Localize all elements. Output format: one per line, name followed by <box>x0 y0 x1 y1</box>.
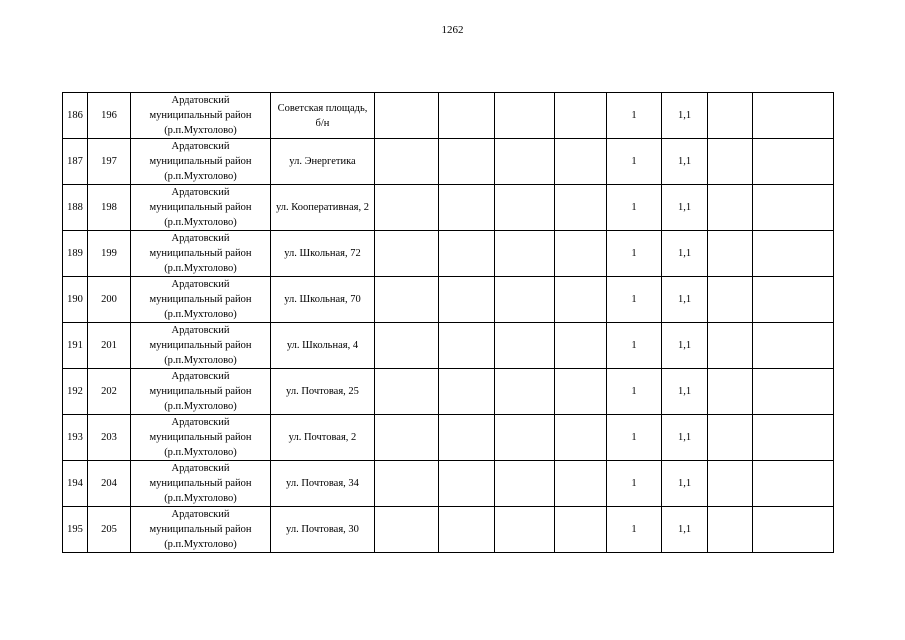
table-row <box>63 415 834 461</box>
district-cell <box>131 415 271 461</box>
empty-cell <box>555 139 607 185</box>
page-number: 1262 <box>441 24 464 36</box>
row-number-cell: 190 <box>63 277 88 323</box>
address-cell: ул. Школьная, 4 <box>271 323 375 369</box>
value-cell: 1,1 <box>662 369 708 415</box>
district-cell <box>131 277 271 323</box>
value-cell: 1,1 <box>662 139 708 185</box>
district-line: (р.п.Мухтолово) <box>164 171 237 182</box>
table-row <box>63 461 834 507</box>
empty-cell <box>495 185 555 231</box>
value-cell: 1,1 <box>662 93 708 139</box>
district-line: (р.п.Мухтолово) <box>164 355 237 366</box>
empty-cell <box>708 231 753 277</box>
empty-cell <box>495 507 555 553</box>
empty-cell <box>375 507 439 553</box>
empty-cell <box>753 507 834 553</box>
table-row <box>63 369 834 415</box>
empty-cell <box>708 277 753 323</box>
empty-cell <box>375 323 439 369</box>
row-id-cell: 205 <box>88 507 131 553</box>
empty-cell <box>375 415 439 461</box>
empty-cell <box>708 507 753 553</box>
empty-cell <box>495 277 555 323</box>
row-number-cell: 194 <box>63 461 88 507</box>
district-line: муниципальный район <box>149 202 252 213</box>
address-cell: ул. Почтовая, 34 <box>271 461 375 507</box>
empty-cell <box>708 415 753 461</box>
district-line: (р.п.Мухтолово) <box>164 263 237 274</box>
quantity-cell: 1 <box>607 93 662 139</box>
district-line: Ардатовский <box>171 95 230 106</box>
empty-cell <box>375 139 439 185</box>
empty-cell <box>753 231 834 277</box>
row-number-cell: 192 <box>63 369 88 415</box>
district-cell <box>131 461 271 507</box>
empty-cell <box>708 93 753 139</box>
quantity-cell: 1 <box>607 277 662 323</box>
empty-cell <box>753 323 834 369</box>
district-line: Ардатовский <box>171 325 230 336</box>
empty-cell <box>753 461 834 507</box>
district-line: муниципальный район <box>149 340 252 351</box>
address-cell: ул. Кооперативная, 2 <box>271 185 375 231</box>
row-id-cell: 200 <box>88 277 131 323</box>
district-line: муниципальный район <box>149 478 252 489</box>
empty-cell <box>439 139 495 185</box>
district-line: муниципальный район <box>149 432 252 443</box>
value-cell: 1,1 <box>662 461 708 507</box>
row-number-cell: 191 <box>63 323 88 369</box>
address-cell: ул. Энергетика <box>271 139 375 185</box>
quantity-cell: 1 <box>607 139 662 185</box>
empty-cell <box>555 185 607 231</box>
row-number-cell: 193 <box>63 415 88 461</box>
empty-cell <box>495 139 555 185</box>
row-id-cell: 202 <box>88 369 131 415</box>
address-cell: ул. Почтовая, 2 <box>271 415 375 461</box>
district-cell <box>131 323 271 369</box>
district-cell <box>131 369 271 415</box>
district-line: (р.п.Мухтолово) <box>164 493 237 504</box>
table-row <box>63 277 834 323</box>
empty-cell <box>439 415 495 461</box>
district-cell <box>131 93 271 139</box>
row-id-cell: 198 <box>88 185 131 231</box>
district-line: (р.п.Мухтолово) <box>164 309 237 320</box>
empty-cell <box>375 185 439 231</box>
empty-cell <box>439 277 495 323</box>
district-line: муниципальный район <box>149 248 252 259</box>
address-cell: Советская площадь, б/н <box>271 93 375 139</box>
row-number-cell: 188 <box>63 185 88 231</box>
row-id-cell: 196 <box>88 93 131 139</box>
empty-cell <box>375 231 439 277</box>
empty-cell <box>495 369 555 415</box>
row-id-cell: 199 <box>88 231 131 277</box>
district-line: (р.п.Мухтолово) <box>164 401 237 412</box>
quantity-cell: 1 <box>607 185 662 231</box>
row-id-cell: 203 <box>88 415 131 461</box>
address-cell: ул. Школьная, 72 <box>271 231 375 277</box>
district-cell <box>131 507 271 553</box>
district-line: (р.п.Мухтолово) <box>164 125 237 136</box>
value-cell: 1,1 <box>662 277 708 323</box>
district-line: муниципальный район <box>149 524 252 535</box>
district-line: муниципальный район <box>149 156 252 167</box>
empty-cell <box>495 93 555 139</box>
district-line: Ардатовский <box>171 509 230 520</box>
empty-cell <box>753 185 834 231</box>
district-line: муниципальный район <box>149 110 252 121</box>
empty-cell <box>439 507 495 553</box>
empty-cell <box>495 461 555 507</box>
row-number-cell: 186 <box>63 93 88 139</box>
address-cell: ул. Почтовая, 25 <box>271 369 375 415</box>
value-cell: 1,1 <box>662 231 708 277</box>
empty-cell <box>753 277 834 323</box>
district-cell <box>131 185 271 231</box>
district-line: Ардатовский <box>171 233 230 244</box>
empty-cell <box>708 323 753 369</box>
empty-cell <box>555 231 607 277</box>
empty-cell <box>753 415 834 461</box>
address-cell: ул. Почтовая, 30 <box>271 507 375 553</box>
empty-cell <box>439 461 495 507</box>
district-line: Ардатовский <box>171 417 230 428</box>
quantity-cell: 1 <box>607 461 662 507</box>
table-row <box>63 139 834 185</box>
data-table <box>62 92 834 553</box>
table-body <box>63 93 834 553</box>
quantity-cell: 1 <box>607 369 662 415</box>
district-line: муниципальный район <box>149 294 252 305</box>
district-line: Ардатовский <box>171 279 230 290</box>
table-row <box>63 507 834 553</box>
empty-cell <box>708 461 753 507</box>
empty-cell <box>375 369 439 415</box>
district-line: Ардатовский <box>171 463 230 474</box>
value-cell: 1,1 <box>662 185 708 231</box>
empty-cell <box>439 369 495 415</box>
empty-cell <box>708 185 753 231</box>
district-line: (р.п.Мухтолово) <box>164 539 237 550</box>
empty-cell <box>555 323 607 369</box>
table-row <box>63 231 834 277</box>
row-id-cell: 197 <box>88 139 131 185</box>
district-line: Ардатовский <box>171 187 230 198</box>
empty-cell <box>555 93 607 139</box>
empty-cell <box>439 323 495 369</box>
value-cell: 1,1 <box>662 507 708 553</box>
table-row <box>63 185 834 231</box>
empty-cell <box>555 369 607 415</box>
value-cell: 1,1 <box>662 415 708 461</box>
empty-cell <box>375 93 439 139</box>
quantity-cell: 1 <box>607 231 662 277</box>
empty-cell <box>555 507 607 553</box>
district-cell <box>131 231 271 277</box>
district-line: муниципальный район <box>149 386 252 397</box>
quantity-cell: 1 <box>607 323 662 369</box>
empty-cell <box>375 461 439 507</box>
quantity-cell: 1 <box>607 507 662 553</box>
empty-cell <box>439 231 495 277</box>
empty-cell <box>753 139 834 185</box>
empty-cell <box>555 461 607 507</box>
row-id-cell: 201 <box>88 323 131 369</box>
empty-cell <box>753 369 834 415</box>
district-line: (р.п.Мухтолово) <box>164 217 237 228</box>
empty-cell <box>555 415 607 461</box>
empty-cell <box>439 93 495 139</box>
empty-cell <box>708 369 753 415</box>
empty-cell <box>495 323 555 369</box>
empty-cell <box>375 277 439 323</box>
row-number-cell: 187 <box>63 139 88 185</box>
value-cell: 1,1 <box>662 323 708 369</box>
empty-cell <box>439 185 495 231</box>
address-cell: ул. Школьная, 70 <box>271 277 375 323</box>
district-line: Ардатовский <box>171 141 230 152</box>
row-number-cell: 189 <box>63 231 88 277</box>
row-number-cell: 195 <box>63 507 88 553</box>
empty-cell <box>495 415 555 461</box>
quantity-cell: 1 <box>607 415 662 461</box>
empty-cell <box>495 231 555 277</box>
table-row <box>63 93 834 139</box>
district-line: (р.п.Мухтолово) <box>164 447 237 458</box>
table-row <box>63 323 834 369</box>
empty-cell <box>555 277 607 323</box>
empty-cell <box>753 93 834 139</box>
empty-cell <box>708 139 753 185</box>
district-cell <box>131 139 271 185</box>
row-id-cell: 204 <box>88 461 131 507</box>
district-line: Ардатовский <box>171 371 230 382</box>
